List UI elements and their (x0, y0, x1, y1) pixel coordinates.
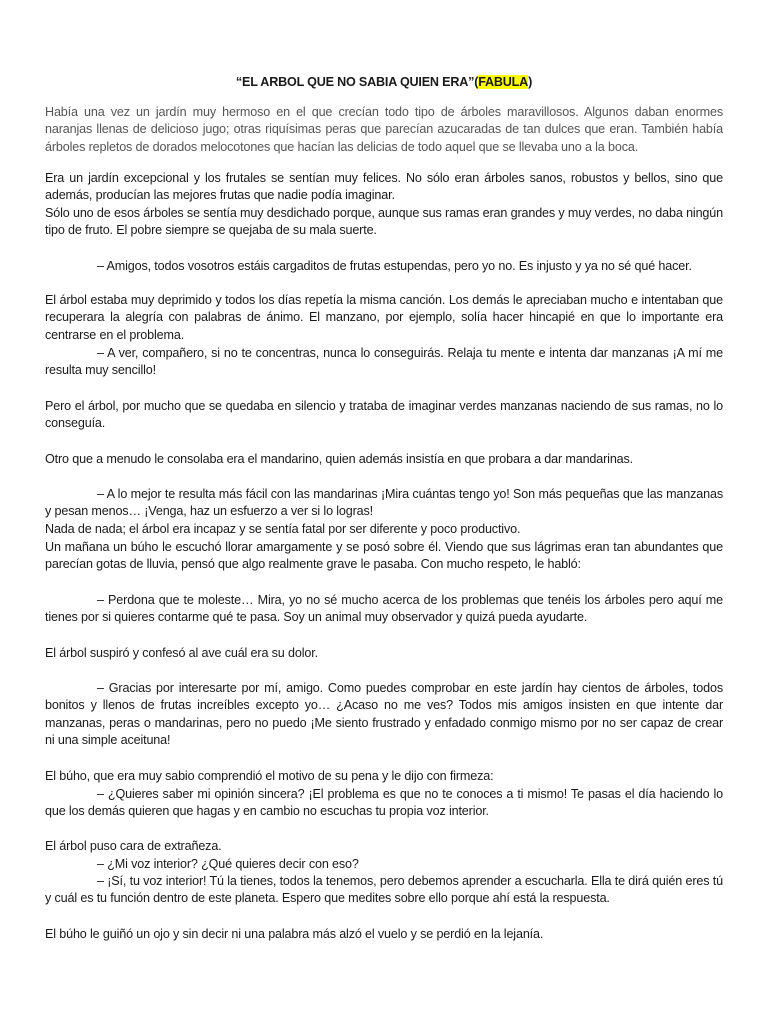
title-text: “EL ARBOL QUE NO SABIA QUIEN ERA”( (235, 75, 479, 89)
page-title (0, 74, 768, 91)
paragraph-mandarin: Otro que a menudo le consolaba era el mandarino, quien además insistía en que probara a dar mandarinas. (45, 452, 634, 466)
dialogue-mandarin: – A lo mejor te resulta más fácil con las mandarinas ¡Mira cuántas tengo yo! Son más pequeñas que las manzanas y pesan menos… ¡Venga, haz un esfuerzo a ver si lo logras! (45, 487, 723, 519)
dialogue-owl-offer: – Perdona que te moleste… Mira, yo no sé mucho acerca de los problemas que tenéis los árboles pero aquí me tienes por si quieres contarme qué te pasa. Soy un animal muy observador y quizá pueda ayudarte. (45, 593, 723, 625)
paragraph-intro: Había una vez un jardín muy hermoso en el que crecían todo tipo de árboles maravillosos. Algunos daban enormes naranjas llenas de delicioso jugo; otras riquísimas peras que parecían azucaradas de tan dulces que eran. También había árboles repletos de dorados melocotones que hacían las delicias de todo aquel que se llevaba uno a la boca. (45, 105, 723, 154)
paragraph-depressed-tree: El árbol estaba muy deprimido y todos los días repetía la misma canción. Los demás le apreciaban mucho e intentaban que recuperara la alegría con palabras de ánimo. El manzano, por ejemplo, solía hacer hincapié en que lo importante era centrarse en el problema. (45, 293, 723, 342)
paragraph-owl-wise: El búho, que era muy sabio comprendió el motivo de su pena y le dijo con firmeza: (45, 769, 494, 783)
title-highlight: FABULA (478, 75, 529, 89)
paragraph-tree-tries: Pero el árbol, por mucho que se quedaba en silencio y trataba de imaginar verdes manzanas naciendo de sus ramas, no lo conseguía. (45, 399, 723, 431)
paragraph-garden: Era un jardín excepcional y los frutales se sentían muy felices. No sólo eran árboles sanos, robustos y bellos, sino que además, producían las mejores frutas que nadie podía imaginar. (45, 171, 723, 203)
paragraph-sad-tree: Sólo uno de esos árboles se sentía muy desdichado porque, aunque sus ramas eran grandes y muy verdes, no daba ningún tipo de fruto. El pobre siempre se quejaba de su mala suerte. (45, 206, 723, 238)
title-suffix: ) (528, 75, 533, 89)
paragraph-owl-leaves: El búho le guiñó un ojo y sin decir ni una palabra más alzó el vuelo y se perdió en la lejanía. (45, 927, 544, 941)
paragraph-nothing: Nada de nada; el árbol era incapaz y se sentía fatal por ser diferente y poco productivo. (45, 522, 521, 536)
dialogue-tree-complaint: – Amigos, todos vosotros estáis cargaditos de frutas estupendas, pero yo no. Es injusto y ya no sé qué hacer. (97, 259, 692, 273)
dialogue-apple-tree: – A ver, compañero, si no te concentras, nunca lo conseguirás. Relaja tu mente e intenta dar manzanas ¡A mí me resulta muy sencillo! (45, 346, 723, 378)
paragraph-tree-puzzled: El árbol puso cara de extrañeza. (45, 839, 222, 853)
paragraph-tree-sighs: El árbol suspiró y confesó al ave cuál era su dolor. (45, 646, 318, 660)
paragraph-owl-arrives: Un mañana un búho le escuchó llorar amargamente y se posó sobre él. Viendo que sus lágrimas eran tan abundantes que parecían gotas de lluvia, pensó que algo realmente grave le pasaba. Con mucho respeto, le habló: (45, 540, 723, 572)
dialogue-tree-confession: – Gracias por interesarte por mí, amigo. Como puedes comprobar en este jardín hay cientos de árboles, todos bonitos y llenos de frutas increíbles excepto yo… ¿Acaso no me ves? Todos mis amigos insisten en que intente dar manzanas, peras o mandarinas, pero no puedo ¡Me siento frustrado y enfadado conmigo mismo por no ser capaz de crear ni una simple aceituna! (45, 681, 723, 748)
dialogue-owl-answer: – ¡Sí, tu voz interior! Tú la tienes, todos la tenemos, pero debemos aprender a escucharla. Ella te dirá quién eres tú y cuál es tu función dentro de este planeta. Espero que medites sobre ello porque ahí está la respuesta. (45, 874, 723, 906)
dialogue-owl-advice: – ¿Quieres saber mi opinión sincera? ¡El problema es que no te conoces a ti mismo! Te pasas el día haciendo lo que los demás quieren que hagas y en cambio no escuchas tu propia voz interior. (45, 787, 723, 819)
dialogue-tree-question: – ¿Mi voz interior? ¿Qué quieres decir con eso? (97, 857, 359, 871)
